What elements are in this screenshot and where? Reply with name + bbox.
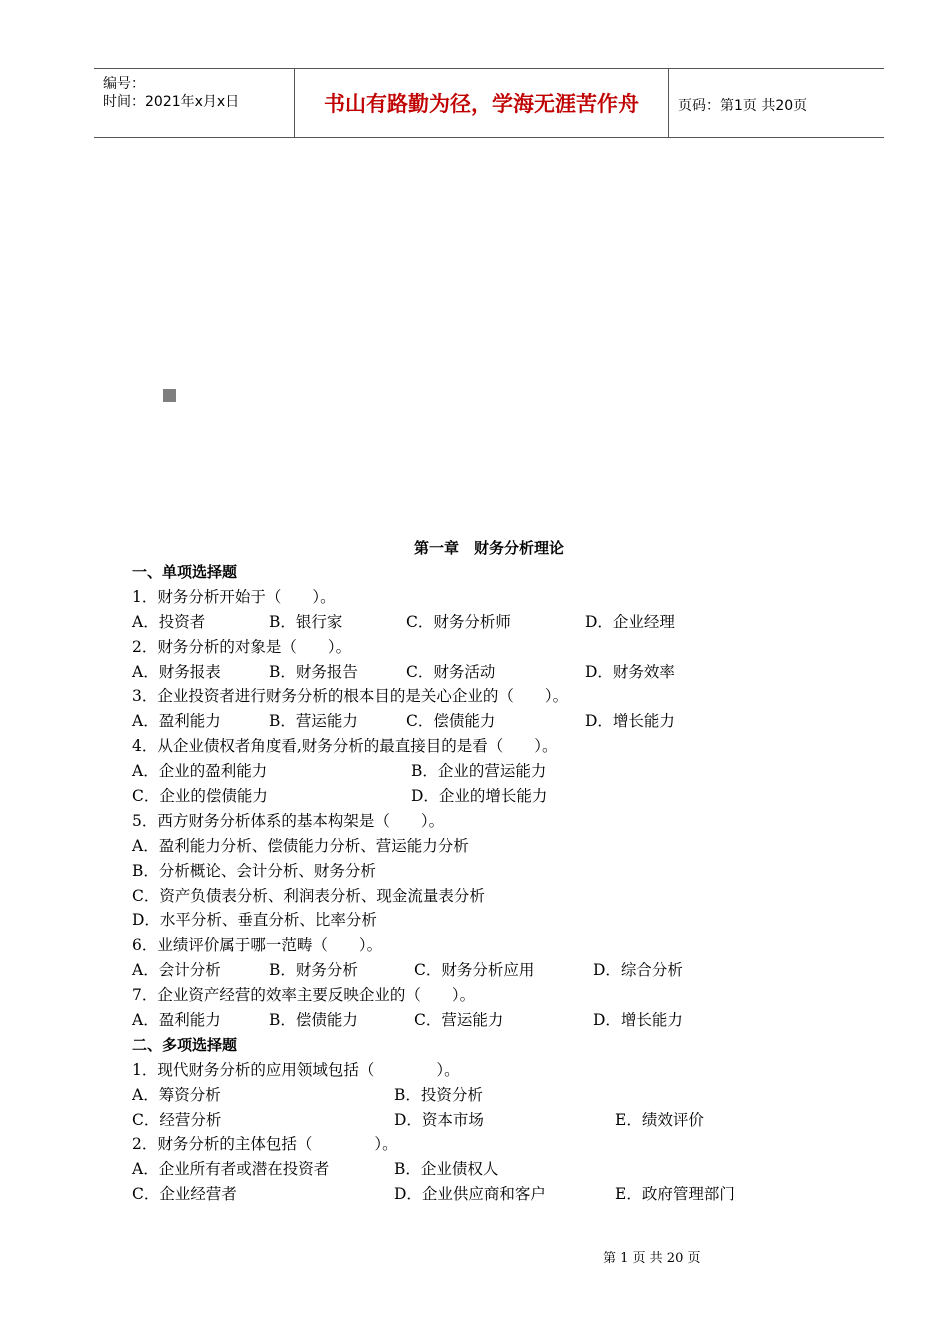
page-info: 页码：第1页 共20页	[678, 98, 808, 114]
question-content	[132, 560, 892, 1207]
option-line: A．盈利能力 B．营运能力 C．偿债能力 D．增长能力	[132, 712, 675, 731]
option-line: A．企业所有者或潜在投资者 B．企业债权人	[132, 1160, 499, 1179]
time-label: 时间：2021年x月x日	[103, 94, 240, 110]
option-line: C．企业经营者 D．企业供应商和客户 E．政府管理部门	[132, 1185, 735, 1204]
option-line: A．企业的盈利能力 B．企业的营运能力	[132, 762, 547, 781]
question-line: 6．业绩评价属于哪一范畴（ ）。	[132, 936, 383, 955]
option-line: A．盈利能力 B．偿债能力 C．营运能力 D．增长能力	[132, 1011, 683, 1030]
header-left-cell	[94, 69, 295, 137]
question-line: 1．现代财务分析的应用领域包括（ ）。	[132, 1060, 460, 1079]
header-right-cell	[669, 69, 884, 137]
option-line: A．投资者 B．银行家 C．财务分析师 D．企业经理	[132, 612, 675, 631]
number-label: 编号：	[103, 76, 145, 92]
question-line: 1．财务分析开始于（ ）。	[132, 587, 336, 606]
motto: 书山有路勤为径，学海无涯苦作舟	[324, 92, 639, 116]
option-line: D．水平分析、垂直分析、比率分析	[132, 911, 377, 930]
question-line: 2．财务分析的主体包括（ ）。	[132, 1135, 398, 1154]
page-footer: 第 1 页 共 20 页	[603, 1251, 701, 1266]
option-line: B．分析概论、会计分析、财务分析	[132, 861, 376, 880]
option-line: C．经营分析 D．资本市场 E．绩效评价	[132, 1110, 704, 1129]
option-line: A．筹资分析 B．投资分析	[132, 1085, 483, 1104]
question-line: 2．财务分析的对象是（ ）。	[132, 637, 352, 656]
page-header	[94, 68, 884, 138]
square-bullet-icon	[163, 389, 176, 402]
chapter-title: 第一章 财务分析理论	[413, 539, 564, 557]
question-line: 5．西方财务分析体系的基本构架是（ ）。	[132, 811, 445, 830]
option-line: C．企业的偿债能力 D．企业的增长能力	[132, 787, 548, 806]
question-line: 7．企业资产经营的效率主要反映企业的（ ）。	[132, 986, 476, 1005]
section-heading-multi: 二、多项选择题	[132, 1035, 238, 1054]
option-line: A．财务报表 B．财务报告 C．财务活动 D．财务效率	[132, 662, 675, 681]
question-line: 3．企业投资者进行财务分析的根本目的是关心企业的（ ）。	[132, 687, 569, 706]
header-middle-cell	[295, 69, 669, 137]
section-heading-single: 一、单项选择题	[132, 563, 238, 581]
option-line: A．盈利能力分析、偿债能力分析、营运能力分析	[132, 836, 469, 855]
option-line: C．资产负债表分析、利润表分析、现金流量表分析	[132, 886, 485, 905]
question-line: 4．从企业债权者角度看,财务分析的最直接目的是看（ ）。	[132, 737, 558, 756]
option-line: A．会计分析 B．财务分析 C．财务分析应用 D．综合分析	[132, 961, 683, 980]
